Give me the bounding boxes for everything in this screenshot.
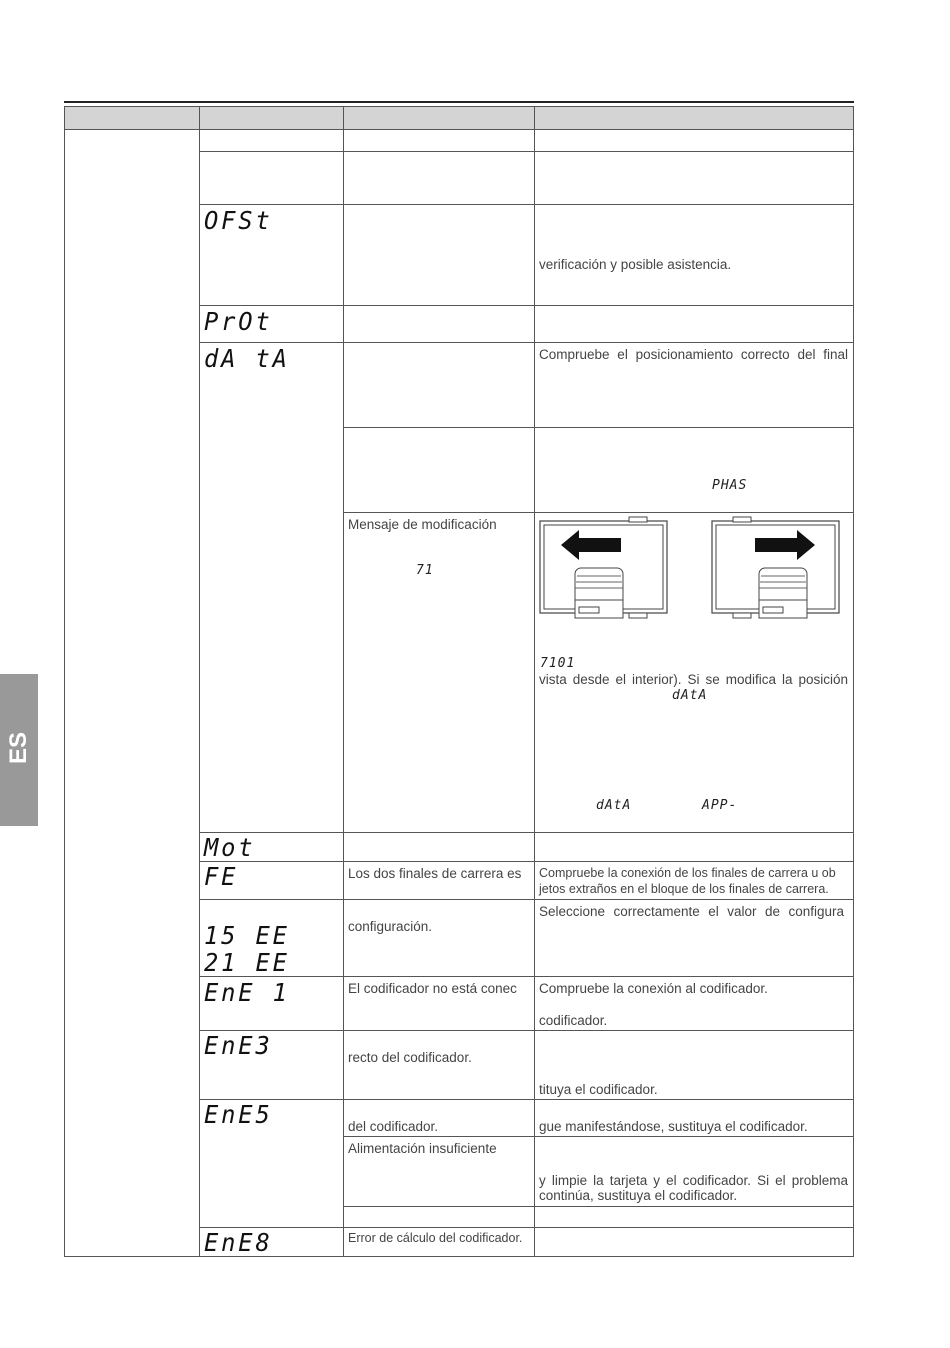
ene3-description: recto del codificador. [348, 1050, 472, 1065]
sol-cell-ene8 [534, 1227, 854, 1257]
sol-cell-blank [534, 1206, 854, 1228]
code-data: dA tA [204, 344, 290, 373]
group-column-cell [64, 129, 200, 1257]
sol-cell-prot [534, 305, 854, 343]
sol-cell-row1 [534, 129, 854, 152]
code-7101-small: 7101 [540, 656, 576, 671]
sol-cell-mot [534, 832, 854, 862]
header-cell-2 [199, 106, 344, 130]
desc-cell-blank [343, 1206, 535, 1228]
code-21ee: 21 EE [204, 948, 290, 977]
code-71-small: 71 [416, 563, 434, 578]
fe-solution-line-1: Compruebe la conexión de los finales de carrera u ob [539, 866, 836, 880]
ene8-description: Error de cálculo del codificador. [348, 1231, 523, 1245]
fe-description: Los dos finales de carrera es [348, 866, 522, 881]
desc-cell-data1 [343, 342, 535, 428]
sol-cell-data2 [534, 427, 854, 513]
desc-cell-prot [343, 305, 535, 343]
fe-solution-line-2: jetos extraños en el bloque de los finales de carrera. [539, 882, 829, 896]
power-description: Alimentación insuficiente [348, 1141, 497, 1156]
header-cell-4 [534, 106, 854, 130]
desc-cell-ofst [343, 204, 535, 306]
code-prot: PrOt [204, 307, 273, 336]
code-mot: Mot [204, 833, 256, 862]
code-15ee: 15 EE [204, 921, 290, 950]
top-rule [64, 101, 854, 103]
ene5-description: del codificador. [348, 1119, 439, 1134]
code-ene5: EnE5 [204, 1100, 273, 1129]
power-solution-line-2: continúa, sustituya el codificador. [539, 1188, 738, 1203]
desc-cell-row2 [343, 151, 535, 205]
sol-cell-row2 [534, 151, 854, 205]
code-ofst: OFSt [204, 206, 273, 235]
code-cell-row1 [199, 129, 344, 152]
ene1-solution-line-1: Compruebe la conexión al codificador. [539, 981, 768, 996]
power-solution-line-1: y limpie la tarjeta y el codificador. Si el problema [539, 1173, 848, 1188]
header-cell-3 [343, 106, 535, 130]
code-fe: FE [204, 862, 239, 891]
ene1-solution-line-2: codificador. [539, 1013, 608, 1028]
desc-cell-config [343, 899, 535, 977]
desc-cell-data2 [343, 427, 535, 513]
code-cell-row2 [199, 151, 344, 205]
code-data-small: dAtA [672, 688, 708, 703]
config-description: configuración. [348, 919, 433, 934]
gate-left-illustration [539, 516, 669, 622]
ene3-solution: tituya el codificador. [539, 1082, 658, 1097]
gate-right-illustration [711, 516, 841, 622]
vista-line-text: vista desde el interior). Si se modifica la posición [539, 672, 848, 687]
desc-cell-data3 [343, 512, 535, 833]
code-ene8: EnE8 [204, 1228, 273, 1257]
modification-message-text: Mensaje de modificación [348, 517, 497, 532]
ofst-solution-text: verificación y posible asistencia. [539, 257, 732, 272]
ene5-solution: gue manifestándose, sustituya el codificador. [539, 1119, 808, 1134]
data-solution-text: Compruebe el posicionamiento correcto del final [539, 347, 848, 362]
desc-cell-mot [343, 832, 535, 862]
desc-cell-row1 [343, 129, 535, 152]
code-data-small-2: dAtA [596, 798, 632, 813]
code-ene3: EnE3 [204, 1031, 273, 1060]
sol-cell-ofst [534, 204, 854, 306]
code-ene1: EnE 1 [204, 978, 290, 1007]
header-cell-1 [64, 106, 200, 130]
code-cell-data [199, 342, 344, 833]
language-side-tab-label: ES [5, 731, 32, 764]
desc-cell-ene3 [343, 1030, 535, 1100]
code-phas-small: PHAS [712, 478, 748, 493]
ene1-description: El codificador no está conec [348, 981, 517, 996]
code-app-small: APP- [702, 798, 738, 813]
config-solution: Seleccione correctamente el valor de configura [539, 904, 844, 919]
